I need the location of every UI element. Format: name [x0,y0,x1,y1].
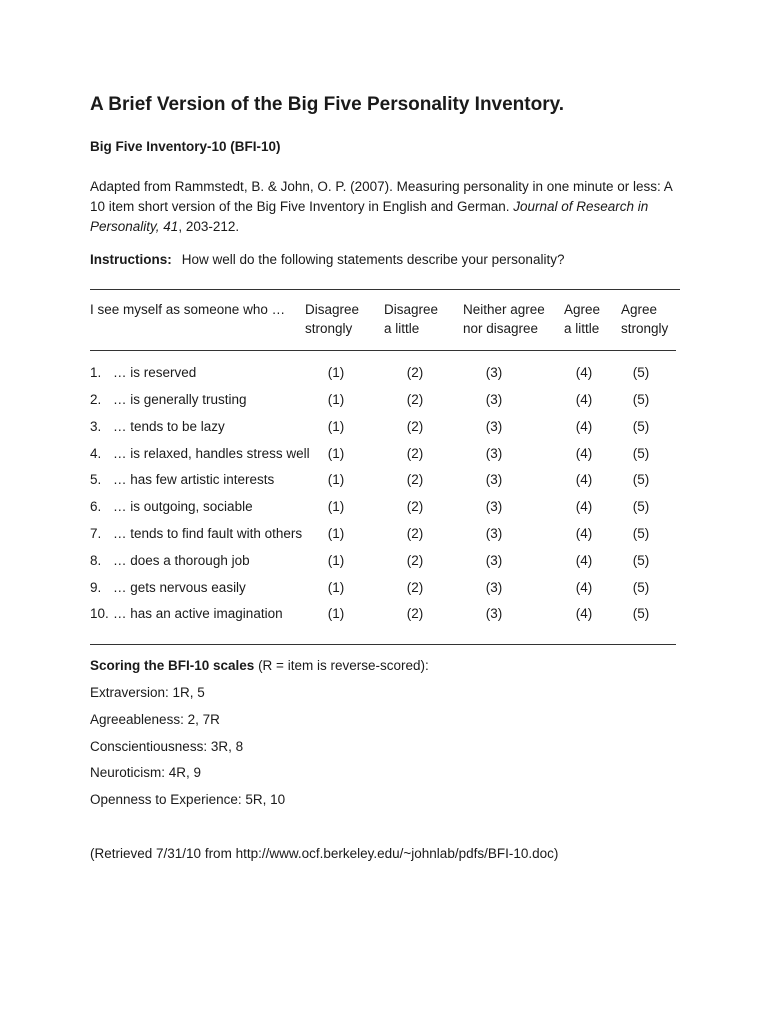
option-4: (4) [575,419,593,434]
option-4: (4) [575,606,593,621]
option-3: (3) [485,419,503,434]
table-row [0,472,768,492]
option-4: (4) [575,553,593,568]
option-4: (4) [575,392,593,407]
item-number: 7. [90,526,102,541]
table-row [0,526,768,546]
option-2: (2) [406,365,424,380]
citation-text: Adapted from Rammstedt, B. & John, O. P. (2007). Measuring personality in one minute or less: A 10 item short version of the Big Five Inventory in English and German. [90,179,673,214]
citation-pages: , 203-212. [178,219,240,234]
table-row [0,606,768,626]
item-text: … tends to find fault with others [113,526,303,541]
option-1: (1) [327,446,345,461]
instructions-label: Instructions: [90,252,172,267]
header-underline [90,350,676,351]
option-5: (5) [632,606,650,621]
option-4: (4) [575,526,593,541]
col-header-line: Agree [564,302,601,317]
option-5: (5) [632,446,650,461]
option-2: (2) [406,419,424,434]
col-header-line: nor disagree [463,321,539,336]
option-2: (2) [406,580,424,595]
option-2: (2) [406,446,424,461]
option-4: (4) [575,580,593,595]
col-header-line: strongly [305,321,353,336]
scoring-title: Scoring the BFI-10 scales [90,658,255,673]
item-text: … tends to be lazy [113,419,225,434]
item-number: 3. [90,419,102,434]
subtitle: Big Five Inventory-10 (BFI-10) [90,139,281,154]
item-text: … has few artistic interests [113,472,275,487]
scale-agreeableness: Agreeableness: 2, 7R [90,712,220,727]
table-stem: I see myself as someone who … [90,302,286,317]
col-header-agree-little [564,300,600,338]
option-3: (3) [485,553,503,568]
item-number: 1. [90,365,102,380]
instructions-text: How well do the following statements describe your personality? [181,252,565,267]
col-header-line: a little [564,321,600,336]
item-text: … is reserved [113,365,197,380]
option-5: (5) [632,553,650,568]
option-3: (3) [485,606,503,621]
item-number: 4. [90,446,102,461]
option-3: (3) [485,365,503,380]
item-text: … is generally trusting [113,392,247,407]
option-3: (3) [485,392,503,407]
item-text: … is outgoing, sociable [113,499,253,514]
option-5: (5) [632,392,650,407]
option-1: (1) [327,472,345,487]
option-2: (2) [406,472,424,487]
scoring-note: (R = item is reverse-scored): [254,658,429,673]
item-text: … does a thorough job [113,553,250,568]
item-number: 5. [90,472,102,487]
option-5: (5) [632,580,650,595]
option-5: (5) [632,526,650,541]
item-number: 6. [90,499,102,514]
table-row [0,553,768,573]
top-rule [90,289,680,290]
col-header-neither [463,300,545,338]
col-header-disagree-strongly [305,300,359,338]
instructions [90,252,564,267]
table-row [0,419,768,439]
option-1: (1) [327,580,345,595]
table-row [0,365,768,385]
option-1: (1) [327,606,345,621]
table-row [0,499,768,519]
option-3: (3) [485,580,503,595]
table-row [0,392,768,412]
option-3: (3) [485,526,503,541]
option-3: (3) [485,499,503,514]
item-text: … is relaxed, handles stress well [113,446,310,461]
item-number: 9. [90,580,102,595]
citation-journal: Journal of Research in Personality, 41 [90,199,649,234]
col-header-line: a little [384,321,420,336]
retrieved-note: (Retrieved 7/31/10 from http://www.ocf.berkeley.edu/~johnlab/pdfs/BFI-10.doc) [90,846,559,861]
item-number: 8. [90,553,102,568]
col-header-line: Neither agree [463,302,545,317]
option-5: (5) [632,365,650,380]
col-header-line: Agree [621,302,658,317]
col-header-line: strongly [621,321,669,336]
table-bottom-rule [90,644,676,645]
option-4: (4) [575,365,593,380]
item-number: 2. [90,392,102,407]
table-row [0,446,768,466]
option-4: (4) [575,499,593,514]
option-1: (1) [327,419,345,434]
option-1: (1) [327,526,345,541]
page-title: A Brief Version of the Big Five Personality Inventory. [90,94,565,115]
option-2: (2) [406,553,424,568]
col-header-agree-strongly [621,300,668,338]
option-1: (1) [327,392,345,407]
scale-conscientiousness: Conscientiousness: 3R, 8 [90,739,244,754]
option-3: (3) [485,446,503,461]
item-text: … gets nervous easily [113,580,246,595]
option-1: (1) [327,499,345,514]
option-5: (5) [632,499,650,514]
option-2: (2) [406,499,424,514]
scale-openness: Openness to Experience: 5R, 10 [90,792,286,807]
option-5: (5) [632,472,650,487]
scoring-heading [90,658,429,673]
option-2: (2) [406,606,424,621]
scale-neuroticism: Neuroticism: 4R, 9 [90,765,202,780]
table-row [0,580,768,600]
option-3: (3) [485,472,503,487]
option-1: (1) [327,553,345,568]
col-header-line: Disagree [384,302,439,317]
option-2: (2) [406,526,424,541]
option-4: (4) [575,472,593,487]
scale-extraversion: Extraversion: 1R, 5 [90,685,205,700]
option-4: (4) [575,446,593,461]
citation [90,177,690,237]
col-header-line: Disagree [305,302,360,317]
item-number: 10. [90,606,109,621]
option-2: (2) [406,392,424,407]
option-5: (5) [632,419,650,434]
option-1: (1) [327,365,345,380]
item-text: … has an active imagination [113,606,283,621]
col-header-disagree-little [384,300,438,338]
